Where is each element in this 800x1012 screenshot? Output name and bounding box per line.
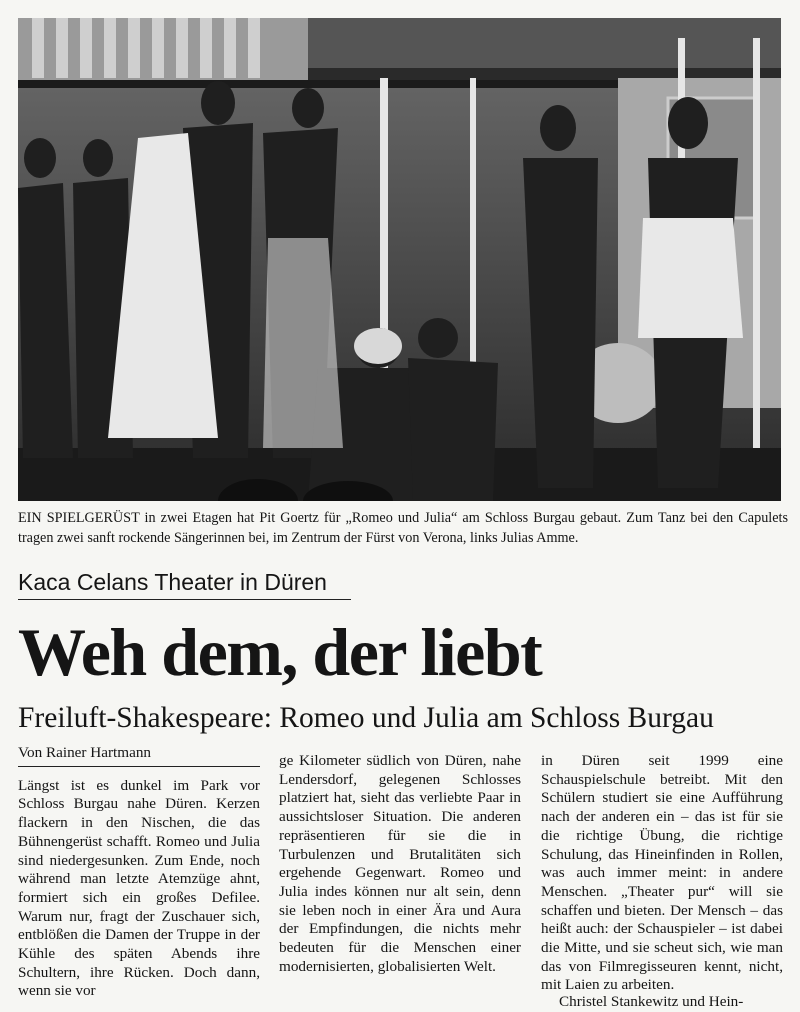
- column-text: in Düren seit 1999 eine Schauspielschule betreibt. Mit den Schülern studiert sie eine Aufführung nach der anderen ein – das ist für sie die richtige Übung, die richtige Schulung, das Hineinfinden in Rollen, was auch immer meint: in andere Menschen. „Theater pur“ will sie schaffen und bieten. Der Mensch – das heißt auch: der Schauspieler – ist dabei die Mitte, und sie scheut sich, wie man das von Filmregisseuren kennt, nicht, mit Laien zu arbeiten.: [541, 752, 783, 994]
- subheadline: Freiluft-Shakespeare: Romeo und Julia am Schloss Burgau: [18, 702, 714, 734]
- column-divider: [268, 752, 269, 1001]
- article-column-2: [279, 752, 521, 976]
- stage-photo: [18, 18, 781, 501]
- article-column-3: [541, 752, 783, 1012]
- byline: Von Rainer Hartmann: [18, 744, 260, 767]
- kicker: Kaca Celans Theater in Düren: [18, 567, 351, 600]
- stage-photo-icon: [18, 18, 781, 501]
- column-text: ge Kilometer südlich von Düren, nahe Lendersdorf, gelegenen Schlosses platziert hat, sieht das verliebte Paar in aussichtsloser Situation. Die anderen repräsentieren für sie die in Turbulenzen und Brutalitäten sich ergehende Gegenwart. Romeo und Julia indes können nur alt sein, denn sie leben noch in einer Ära und Aura der Empfindungen, die nichts mehr bedeuten für die Menschen einer modernisierten, globalisierten Welt.: [279, 752, 521, 975]
- article-column-1: [18, 744, 260, 1001]
- column-text-continued: Christel Stankewitz und Hein-: [559, 993, 744, 1011]
- headline: Weh dem, der liebt: [18, 614, 542, 690]
- column-text: Längst ist es dunkel im Park vor Schloss Burgau nahe Düren. Kerzen flackern in den Nischen, die das Bühnengerüst schafft. Romeo und Julia sind niedergesunken. Zum Ende, noch während man letzte Atemzüge ahnt, formiert sich ein großes Defilee. Warum nur, fragt der Zuschauer sich, entblößen die Damen der Truppe in der Kühle des späten Abends ihre Schultern, ihre Rücken. Doch dann, wenn sie vor: [18, 776, 260, 1000]
- photo-caption: EIN SPIELGERÜST in zwei Etagen hat Pit Goertz für „Romeo und Julia“ am Schloss Burgau gebaut. Zum Tanz bei den Capulets tragen zwei sanft rockende Sängerinnen bei, im Zentrum der Fürst von Verona, links Julias Amme.: [18, 510, 788, 546]
